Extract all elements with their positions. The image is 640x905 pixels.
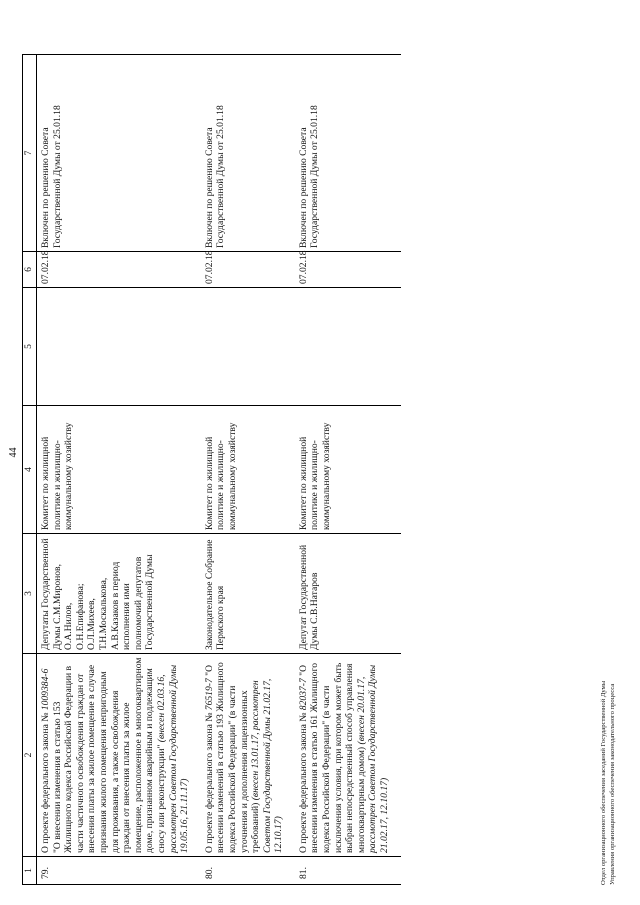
col-header-7: 7 — [23, 55, 37, 252]
bill-text: "О внесении изменения в статью 153 Жилищного кодекса Российской Федерации в части частичного освобождения граждан от внесения платы за жилое помещение в случае признания жилого помещения непригодным для проживания, а также освобождения граждан от внесения платы за жилое помещение, расположенное в многоквартирном доме, признанном аварийным и подлежащим сносу или реконструкции" — [51, 657, 167, 853]
bill-note: (внесен 13.01.17, рассмотрен Советом Государственной Думы 21.02.17, 12.10.17) — [250, 678, 285, 853]
col5-cell — [295, 288, 401, 406]
committee-cell: Комитет по жилищной политике и жилищно-коммунальному хозяйству — [37, 406, 201, 534]
bill-cell — [295, 654, 401, 857]
row-number: 81. — [295, 857, 401, 885]
table-row — [37, 55, 201, 885]
bill-intro: О проекте федерального закона № — [40, 710, 51, 853]
agenda-table — [22, 54, 401, 885]
date-cell: 07.02.18 — [201, 252, 295, 288]
col-header-2: 2 — [23, 654, 37, 857]
bill-number: 76519-7 — [203, 678, 215, 711]
footer-line-2: Управления организационного обеспечения законодательного процесса — [608, 683, 616, 885]
col-header-4: 4 — [23, 406, 37, 534]
footer-line-1: Отдел организационного обеспечения заседаний Государственной Думы — [600, 680, 607, 885]
col-header-5: 5 — [23, 288, 37, 406]
col5-cell — [37, 288, 201, 406]
col-header-1: 1 — [23, 857, 37, 885]
author-cell: Депутат Государственной Думы С.В.Натаров — [295, 534, 401, 654]
bill-intro: О проекте федерального закона № — [203, 710, 215, 853]
bill-cell — [37, 654, 201, 857]
note-cell: Включен по решению Совета Государственной Думы от 25.01.18 — [201, 55, 295, 252]
bill-number: 1009384-6 — [40, 668, 51, 711]
header-row — [23, 55, 37, 885]
table-row — [201, 55, 295, 885]
note-cell: Включен по решению Совета Государственной Думы от 25.01.18 — [295, 55, 401, 252]
page-number: 44 — [8, 447, 19, 458]
footer — [600, 681, 617, 885]
committee-cell: Комитет по жилищной политике и жилищно-коммунальному хозяйству — [295, 406, 401, 534]
date-cell: 07.02.18 — [37, 252, 201, 288]
author-cell: Депутаты Государственной Думы С.М.Миронов, О.А.Нилов, О.Н.Епифанова; О.Л.Михеев, Т.Н.Москалькова, А.В.Казаков в период исполнения ими полномочий депутатов Государственной Думы — [37, 534, 201, 654]
col-header-6: 6 — [23, 252, 37, 288]
table-row — [295, 55, 401, 885]
date-cell: 07.02.18 — [295, 252, 401, 288]
col-header-3: 3 — [23, 534, 37, 654]
bill-note: (внесен 02.03.16, рассмотрен Советом Государственной Думы 19.05.16, 21.11.17) — [155, 664, 191, 853]
bill-text: "О внесении изменений в статью 193 Жилищного кодекса Российской Федерации" (в части уточнения и дополнения лицензионных требований) — [203, 662, 262, 853]
bill-intro: О проекте федерального закона № — [297, 710, 309, 853]
col5-cell — [201, 288, 295, 406]
bill-number: 82037-7 — [297, 678, 309, 711]
bill-cell — [201, 654, 295, 857]
note-cell: Включен по решению Совета Государственной Думы от 25.01.18 — [37, 55, 201, 252]
author-cell: Законодательное Собрание Пермского края — [201, 534, 295, 654]
committee-cell: Комитет по жилищной политике и жилищно-коммунальному хозяйству — [201, 406, 295, 534]
row-number: 79. — [37, 857, 201, 885]
row-number: 80. — [201, 857, 295, 885]
bill-text: "О внесении изменения в статью 161 Жилищного кодекса Российской Федерации" (в части исключения условия, при котором может быть выбран непосредственный способ управления многоквартирным домом) — [297, 662, 367, 853]
bill-note: (внесен 20.01.17, рассмотрен Советом Государственной Думы 21.02.17, 12.10.17) — [355, 664, 391, 853]
